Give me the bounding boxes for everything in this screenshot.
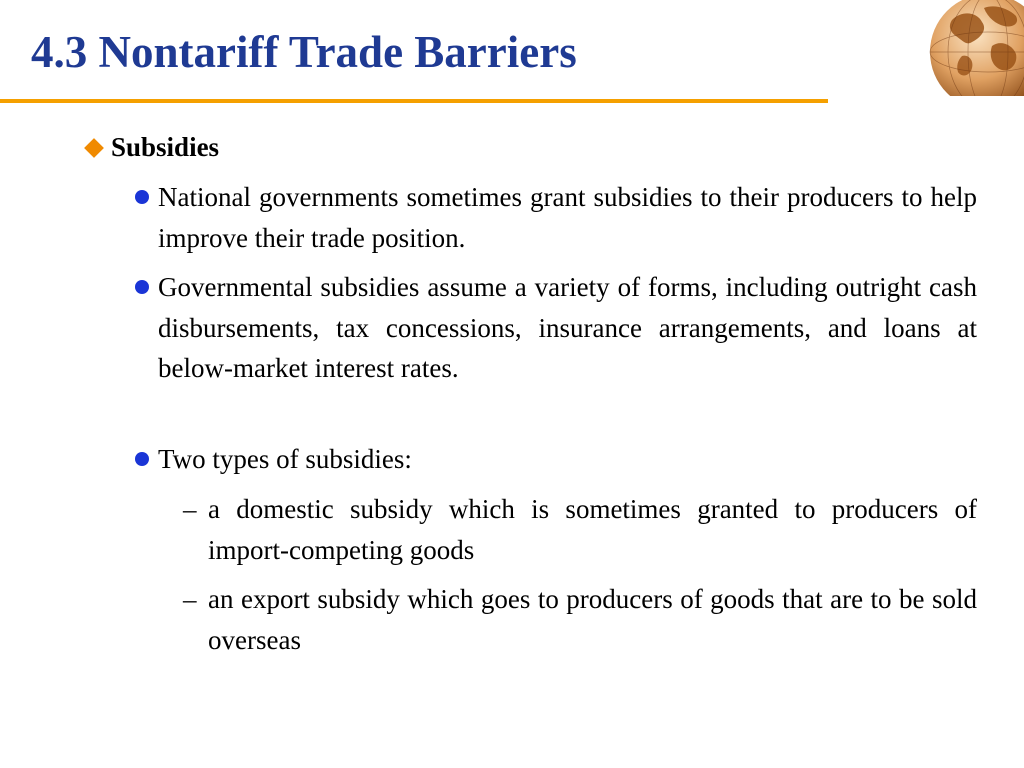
globe-icon bbox=[922, 0, 1024, 96]
dash-bullet-icon: – bbox=[183, 494, 197, 524]
heading-subsidies bbox=[84, 129, 219, 165]
bullet-text: Two types of subsidies: bbox=[158, 444, 412, 474]
bullet-text: National governments sometimes grant subsidies to their producers to help improve their trade position. bbox=[158, 182, 977, 253]
list-item bbox=[131, 267, 977, 389]
list-item bbox=[181, 579, 977, 660]
diamond-bullet-icon bbox=[84, 138, 104, 158]
bullet-text: Governmental subsidies assume a variety of forms, including outright cash disbursements, tax concessions, insurance arrangements, and loans at below-market interest rates. bbox=[158, 272, 977, 383]
dot-bullet-icon bbox=[135, 452, 149, 466]
heading-label: Subsidies bbox=[111, 132, 220, 162]
sub-bullet-text: a domestic subsidy which is sometimes granted to producers of import-competing goods bbox=[208, 494, 977, 565]
sub-bullet-text: an export subsidy which goes to producers of goods that are to be sold overseas bbox=[208, 584, 977, 655]
dash-bullet-icon: – bbox=[183, 584, 197, 614]
slide-title: 4.3 Nontariff Trade Barriers bbox=[31, 27, 577, 77]
dot-bullet-icon bbox=[135, 280, 149, 294]
list-item bbox=[181, 489, 977, 570]
dot-bullet-icon bbox=[135, 190, 149, 204]
title-underline bbox=[0, 99, 828, 103]
list-item bbox=[131, 439, 977, 480]
list-item bbox=[131, 177, 977, 258]
